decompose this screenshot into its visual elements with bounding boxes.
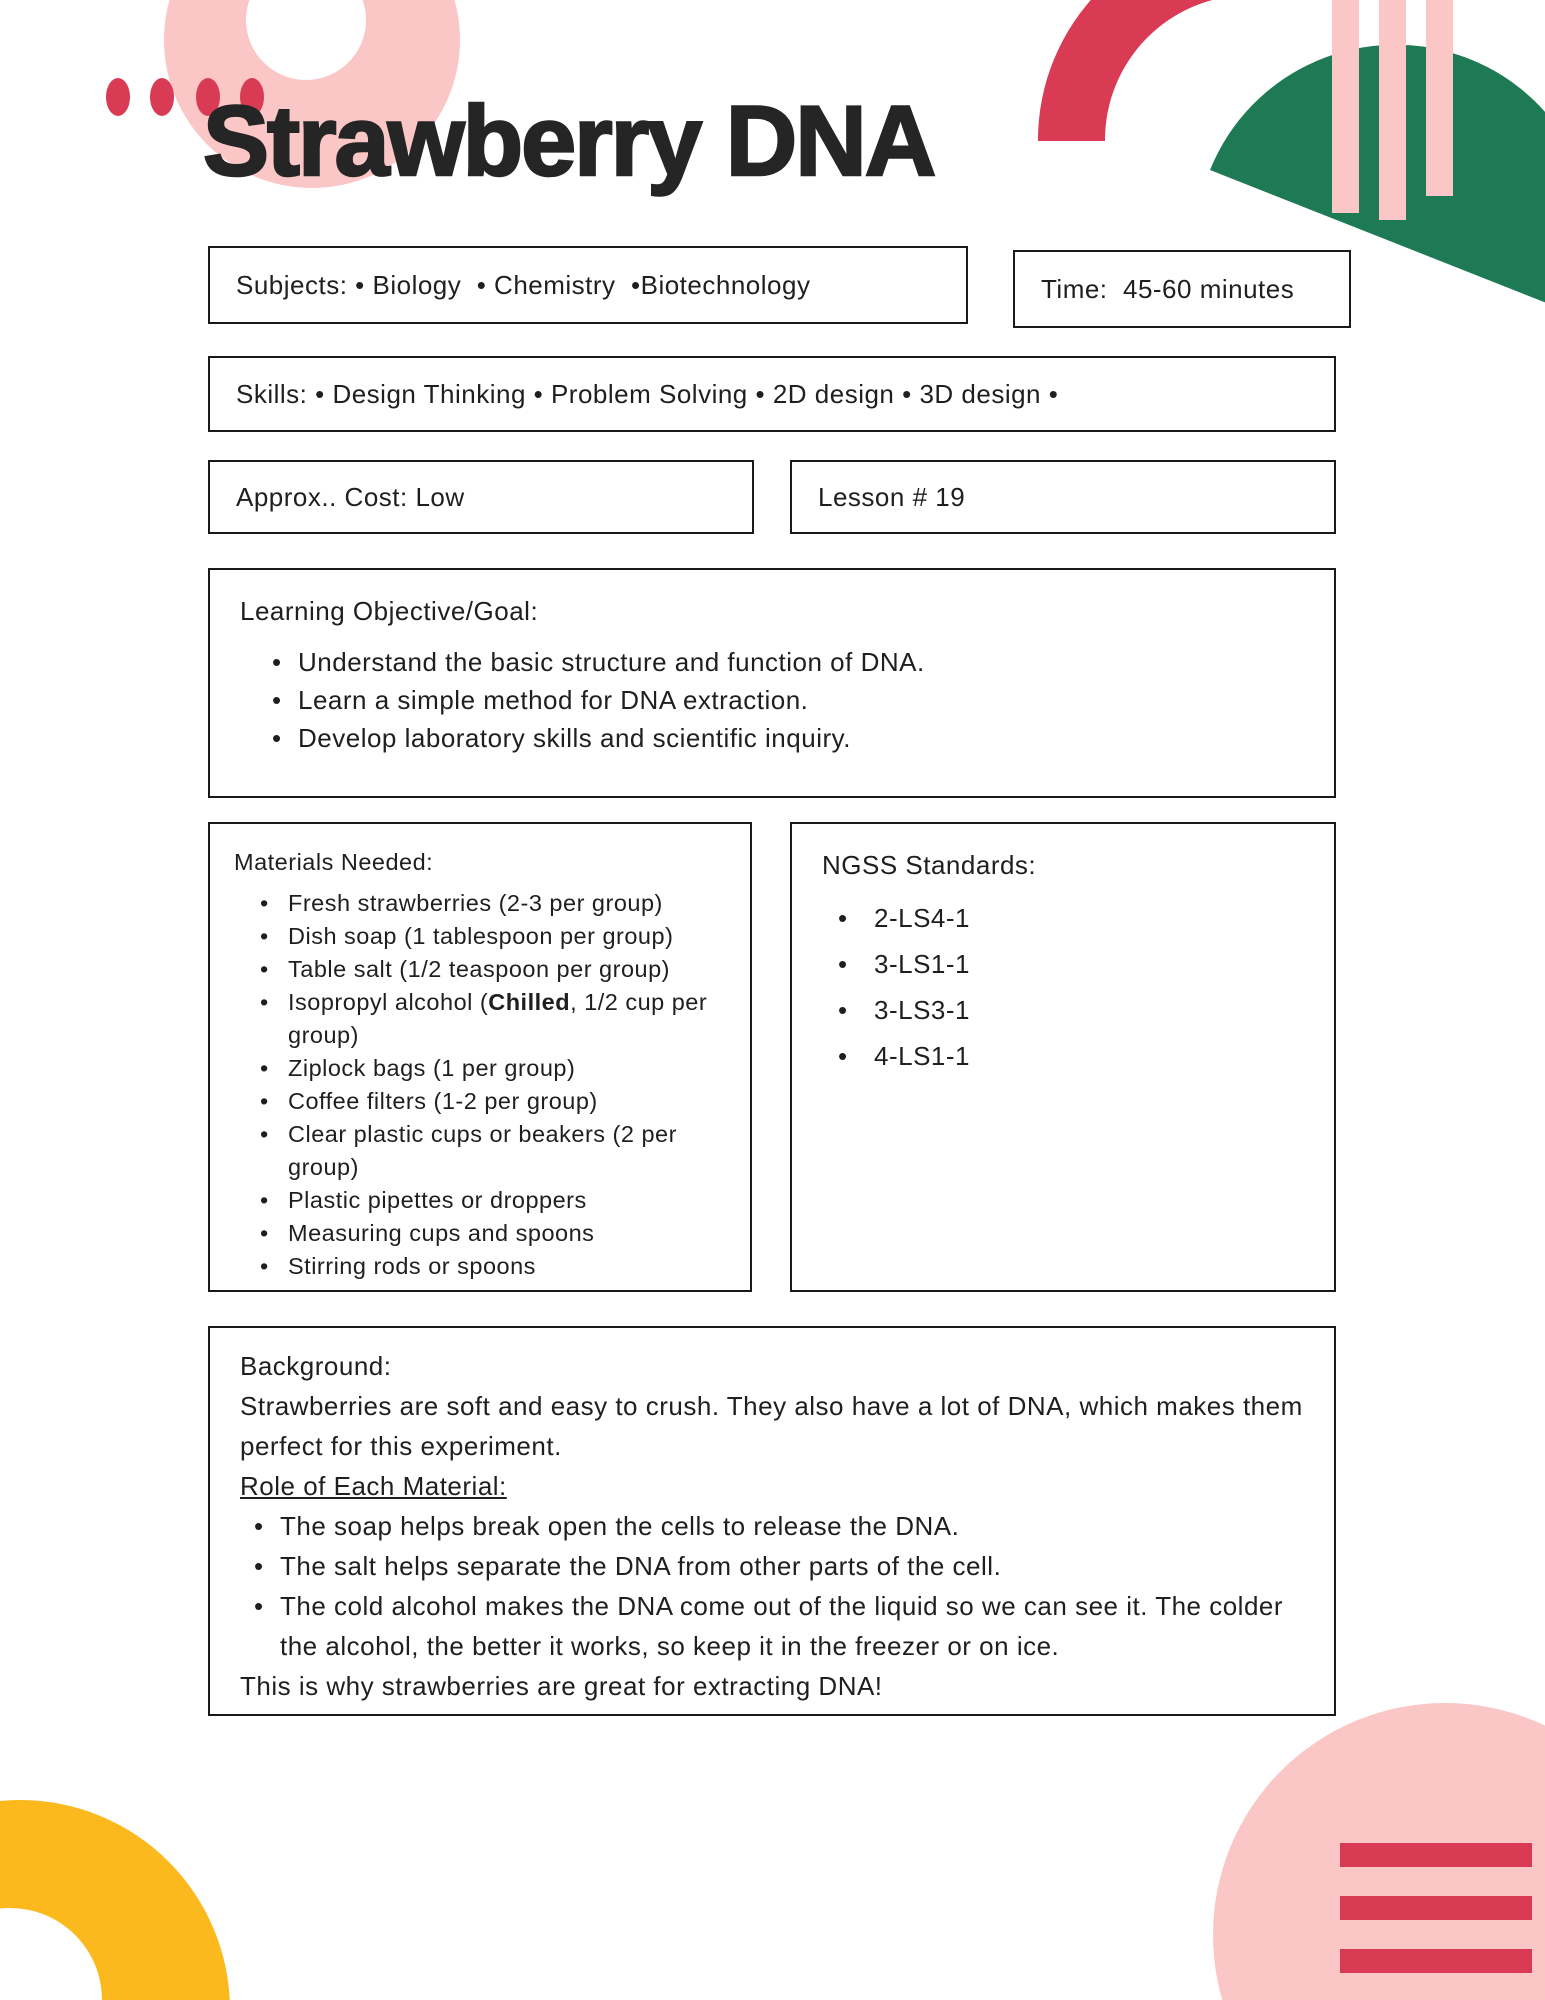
cost-box — [208, 460, 754, 534]
time-text: Time: 45-60 minutes — [1041, 273, 1295, 304]
background-item: • The salt helps separate the DNA from other parts of the cell. — [240, 1546, 1304, 1586]
materials-item: • Clear plastic cups or beakers (2 per group) — [260, 1118, 726, 1184]
materials-list — [234, 887, 726, 1283]
materials-item: • Isopropyl alcohol (Chilled, 1/2 cup per group) — [260, 986, 726, 1052]
lesson-number-box — [790, 460, 1336, 534]
subjects-text: Subjects: • Biology • Chemistry •Biotechnology — [236, 269, 811, 300]
background-outro: This is why strawberries are great for extracting DNA! — [240, 1671, 883, 1701]
ngss-standards-box — [790, 822, 1336, 1292]
page-title: Strawberry DNA — [203, 85, 935, 196]
ngss-heading: NGSS Standards: — [822, 850, 1037, 880]
background-list — [240, 1506, 1304, 1666]
materials-item: • Measuring cups and spoons — [260, 1217, 726, 1250]
materials-item: • Plastic pipettes or droppers — [260, 1184, 726, 1217]
learning-objective-box — [208, 568, 1336, 798]
cost-text: Approx.. Cost: Low — [236, 481, 465, 512]
ngss-list — [822, 895, 1304, 1079]
learning-objective-item: • Learn a simple method for DNA extraction. — [272, 681, 1304, 719]
learning-objective-list — [240, 643, 1304, 757]
materials-item: • Coffee filters (1-2 per group) — [260, 1085, 726, 1118]
materials-item: • Table salt (1/2 teaspoon per group) — [260, 953, 726, 986]
materials-item: • Ziplock bags (1 per group) — [260, 1052, 726, 1085]
skills-box — [208, 356, 1336, 432]
subjects-box — [208, 246, 968, 324]
skills-text: Skills: • Design Thinking • Problem Solving • 2D design • 3D design • — [236, 378, 1059, 409]
background-item: • The soap helps break open the cells to release the DNA. — [240, 1506, 1304, 1546]
background-heading: Background: — [240, 1351, 392, 1381]
materials-item: • Dish soap (1 tablespoon per group) — [260, 920, 726, 953]
background-item: • The cold alcohol makes the DNA come out of the liquid so we can see it. The colder the alcohol, the better it works, so keep it in the freezer or on ice. — [240, 1586, 1304, 1666]
learning-objective-item: • Develop laboratory skills and scientific inquiry. — [272, 719, 1304, 757]
ngss-item: • 2-LS4-1 — [838, 895, 1304, 941]
role-of-material-heading: Role of Each Material: — [240, 1471, 507, 1501]
materials-item: • Fresh strawberries (2-3 per group) — [260, 887, 726, 920]
lesson-number-text: Lesson # 19 — [818, 481, 966, 512]
learning-objective-heading: Learning Objective/Goal: — [240, 596, 539, 626]
materials-item: • Stirring rods or spoons — [260, 1250, 726, 1283]
background-box — [208, 1326, 1336, 1716]
ngss-item: • 4-LS1-1 — [838, 1033, 1304, 1079]
materials-box — [208, 822, 752, 1292]
learning-objective-item: • Understand the basic structure and function of DNA. — [272, 643, 1304, 681]
time-box — [1013, 250, 1351, 328]
materials-heading: Materials Needed: — [234, 849, 434, 875]
ngss-item: • 3-LS1-1 — [838, 941, 1304, 987]
ngss-item: • 3-LS3-1 — [838, 987, 1304, 1033]
background-intro: Strawberries are soft and easy to crush. They also have a lot of DNA, which makes them perfect for this experiment. — [240, 1391, 1303, 1461]
